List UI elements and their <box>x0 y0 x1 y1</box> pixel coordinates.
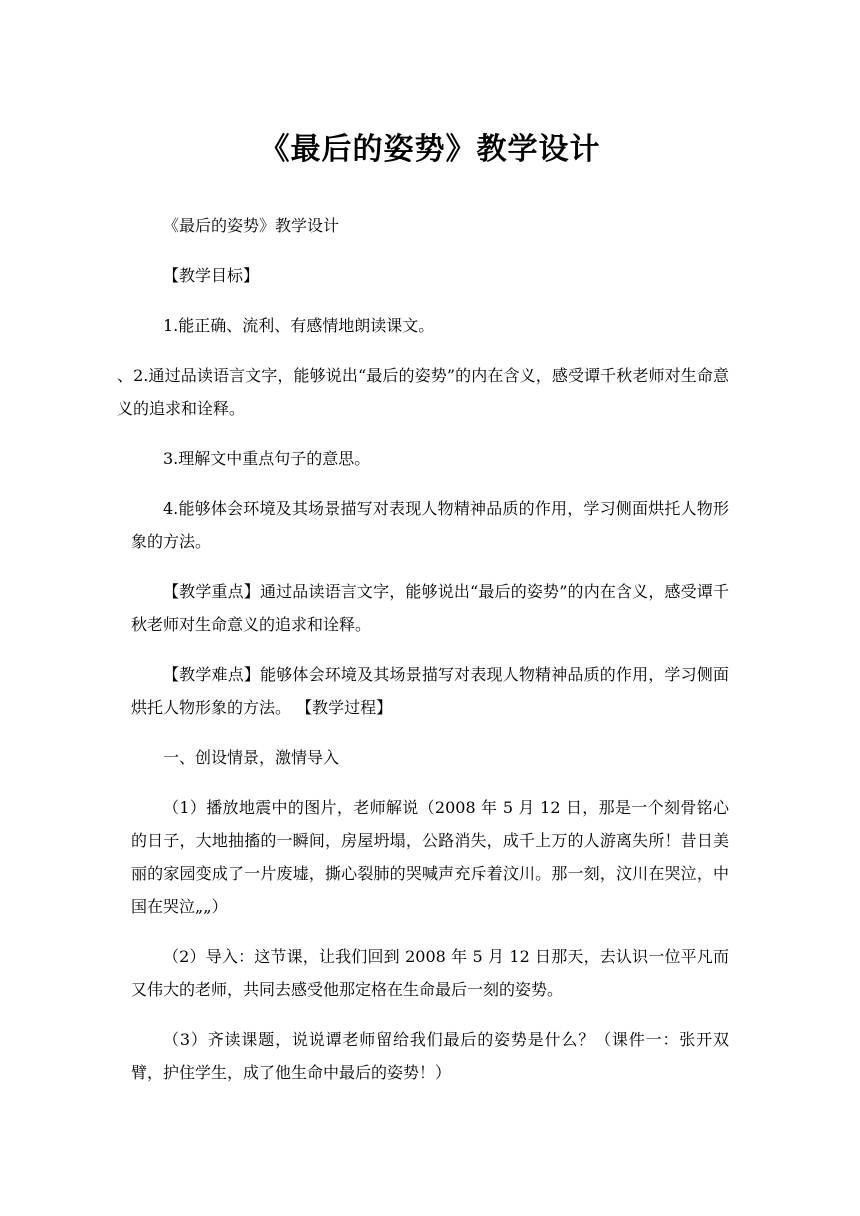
document-body <box>117 209 729 1106</box>
paragraph-subtitle: 《最后的姿势》教学设计 <box>163 216 340 235</box>
paragraph-difficulties: 【教学难点】能够体会环境及其场景描写对表现人物精神品质的作用，学习侧面烘托人物形象的方法。 【教学过程】 <box>131 665 729 717</box>
paragraph-step-1: （1）播放地震中的图片，老师解说（2008 年 5 月 12 日，那是一个刻骨铭心的日子，大地抽搐的一瞬间，房屋坍塌，公路消失，成千上万的人游离失所！昔日美丽的家园变成了一片废墟，撕心裂肺的哭喊声充斥着汶川。那一刻，汶川在哭泣，中国在哭泣„„） <box>131 798 729 916</box>
paragraph-objective-3: 3.理解文中重点句子的意思。 <box>163 449 371 468</box>
paragraph-step-3: （3）齐读课题，说说谭老师留给我们最后的姿势是什么？（课件一：张开双臂，护住学生，成了他生命中最后的姿势！） <box>131 1030 729 1082</box>
paragraph-objective-1: 1.能正确、流利、有感情地朗读课文。 <box>163 316 435 335</box>
paragraph-key-points: 【教学重点】通过品读语言文字，能够说出“最后的姿势”的内在含义，感受谭千秋老师对生命意义的追求和诠释。 <box>131 582 729 634</box>
paragraph-section-1-heading: 一、创设情景，激情导入 <box>163 748 340 767</box>
paragraph-step-2: （2）导入：这节课，让我们回到 2008 年 5 月 12 日那天，去认识一位平凡而又伟大的老师，共同去感受他那定格在生命最后一刻的姿势。 <box>131 947 729 999</box>
paragraph-objective-2: 、2.通过品读语言文字，能够说出“最后的姿势”的内在含义，感受谭千秋老师对生命意义的追求和诠释。 <box>117 366 729 418</box>
paragraph-objectives-heading: 【教学目标】 <box>163 266 260 285</box>
paragraph-objective-4: 4.能够体会环境及其场景描写对表现人物精神品质的作用，学习侧面烘托人物形象的方法。 <box>131 499 729 551</box>
document-title: 《最后的姿势》教学设计 <box>259 132 601 167</box>
